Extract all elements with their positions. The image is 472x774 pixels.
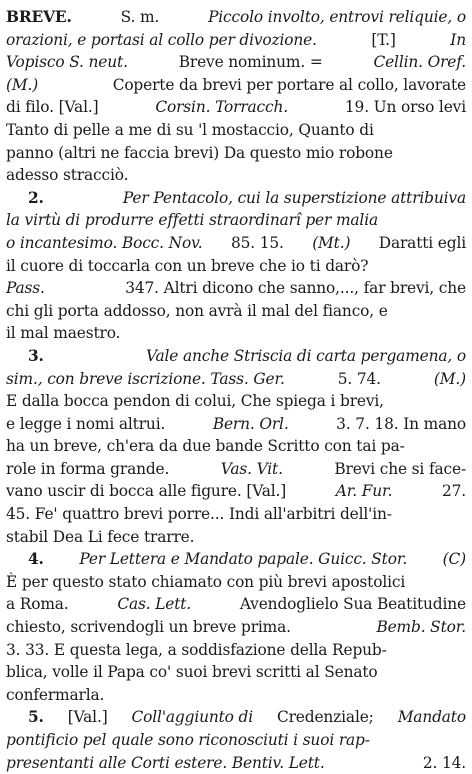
entry-line (6, 571, 466, 594)
entry-line (6, 503, 466, 526)
entry-line (6, 51, 466, 74)
entry-line (6, 435, 466, 458)
italic-text: Corsin. Torracch. (155, 98, 288, 117)
body-text: confermarla. (6, 685, 105, 704)
entry-line (6, 390, 466, 413)
body-text: ha un breve, ch'era da due bande Scritto con tai pa- (6, 437, 405, 456)
sense-number: 3. (28, 346, 44, 365)
body-text: S. m. (120, 8, 160, 26)
entry-line (6, 413, 466, 436)
italic-text: Cas. Lett. (117, 595, 192, 614)
entry-line (6, 706, 466, 729)
body-text: 3. 33. E questa lega, a soddisfazione della Repub- (6, 640, 387, 659)
italic-text: Vopisco S. neut. (6, 53, 128, 72)
body-text: Breve nominum. = (178, 53, 323, 72)
entry-line (6, 300, 466, 323)
body-text: e legge i nomi altrui. (6, 414, 166, 433)
body-text: 85. 15. (230, 233, 284, 252)
body-text: [T.] (371, 30, 396, 49)
entry-line (6, 29, 466, 52)
italic-text: o incantesimo. Bocc. Nov. (6, 233, 203, 252)
body-text: stabil Dea Li fece trarre. (6, 527, 195, 546)
entry-line (6, 661, 466, 684)
italic-text: Pass. (6, 279, 45, 298)
body-text: Daratti egli (378, 233, 466, 252)
entry-line (6, 593, 466, 616)
entry-line (6, 209, 466, 232)
entry-line (6, 164, 466, 187)
entry-line (6, 142, 466, 165)
sense-number: BREVE. (6, 8, 72, 26)
entry-line (6, 96, 466, 119)
body-text: il mal maestro. (6, 324, 121, 343)
entry-line (6, 187, 466, 210)
entry-line (6, 74, 466, 97)
italic-text: Vas. Vit. (220, 459, 283, 478)
entry-line (6, 277, 466, 300)
body-text: Brevi che si face- (334, 459, 466, 478)
body-text: [Val.] (67, 708, 108, 727)
italic-text: In (450, 30, 466, 49)
body-text: il cuore di toccarla con un breve che io ti darò? (6, 256, 369, 275)
italic-text: la virtù di produrre effetti straordinarî per malia (6, 211, 378, 230)
body-text: 347. Altri dicono che sanno,..., far brevi, che (125, 279, 466, 298)
entry-line (6, 616, 466, 639)
entry-line (6, 684, 466, 707)
italic-text: sim., con breve iscrizione. Tass. Ger. (6, 369, 285, 388)
italic-text: orazioni, e portasi al collo per divozione. (6, 30, 317, 49)
entry-line (6, 255, 466, 278)
entry-line (6, 232, 466, 255)
entry-line (6, 526, 466, 549)
body-text: chiesto, scrivendogli un breve prima. (6, 618, 291, 637)
entry-line (6, 458, 466, 481)
body-text: 27. (441, 482, 466, 501)
entry-line (6, 119, 466, 142)
sense-number: 2. (28, 188, 44, 207)
italic-text: Bemb. Stor. (376, 618, 466, 637)
body-text: È per questo stato chiamato con più brevi apostolici (6, 572, 406, 591)
body-text: Credenziale; (276, 708, 374, 727)
italic-text: presentanti alle Corti estere. Bentiv. Lett. (6, 753, 325, 772)
italic-text: Per Pentacolo, cui la superstizione attribuiva (122, 188, 466, 207)
italic-text: Vale anche Striscia di carta pergamena, o (145, 346, 466, 365)
body-text: 19. Un orso levi (344, 98, 466, 117)
entry-line (6, 368, 466, 391)
entry-line (6, 6, 466, 29)
entry-line (6, 548, 466, 571)
body-text: Coperte da brevi per portare al collo, lavorate (112, 75, 466, 94)
sense-number: 4. (28, 550, 44, 569)
body-text: blica, volle il Papa co' suoi brevi scritti al Senato (6, 663, 378, 682)
entry-line (6, 480, 466, 503)
body-text: 45. Fe' quattro brevi porre... Indi all'arbitri dell'in- (6, 505, 392, 524)
body-text: vano uscir di bocca alle figure. [Val.] (6, 482, 287, 501)
italic-text: Ar. Fur. (335, 482, 393, 501)
italic-text: Per Lettera e Mandato papale. Guicc. Stor. (79, 550, 408, 569)
body-text: 5. 74. (337, 369, 381, 388)
body-text: Tanto di pelle a me di su 'l mostaccio, Quanto di (6, 120, 374, 139)
italic-text: Piccolo involto, entrovi reliquie, o (208, 8, 466, 26)
italic-text: (M.) (6, 75, 39, 94)
italic-text: Cellin. Oref. (373, 53, 466, 72)
body-text: a Roma. (6, 595, 69, 614)
italic-text: (M.) (433, 369, 466, 388)
italic-text: Bern. Orl. (212, 414, 289, 433)
italic-text: Coll'aggiunto di (131, 708, 253, 727)
entry-line (6, 639, 466, 662)
body-text: di filo. [Val.] (6, 98, 99, 117)
sense-number: 5. (28, 708, 44, 727)
italic-text: Mandato (397, 708, 466, 727)
italic-text: pontificio pel quale sono riconosciuti i suoi rap- (6, 731, 370, 749)
italic-text: (C) (442, 550, 466, 569)
entry-line (6, 752, 466, 774)
entry-line (6, 322, 466, 345)
body-text: adesso stracciò. (6, 166, 129, 185)
body-text: 2. 14. (422, 753, 466, 772)
body-text: chi gli porta addosso, non avrà il mal del fianco, e (6, 301, 388, 320)
entry-line (6, 345, 466, 368)
entry-line (6, 729, 466, 752)
body-text: panno (altri ne faccia brevi) Da questo mio robone (6, 143, 393, 162)
body-text: role in forma grande. (6, 459, 170, 478)
italic-text: (Mt.) (312, 233, 351, 252)
body-text: 3. 7. 18. In mano (336, 414, 466, 433)
body-text: E dalla bocca pendon di colui, Che spiega i brevi, (6, 392, 384, 411)
body-text: Avendoglielo Sua Beatitudine (239, 595, 466, 614)
